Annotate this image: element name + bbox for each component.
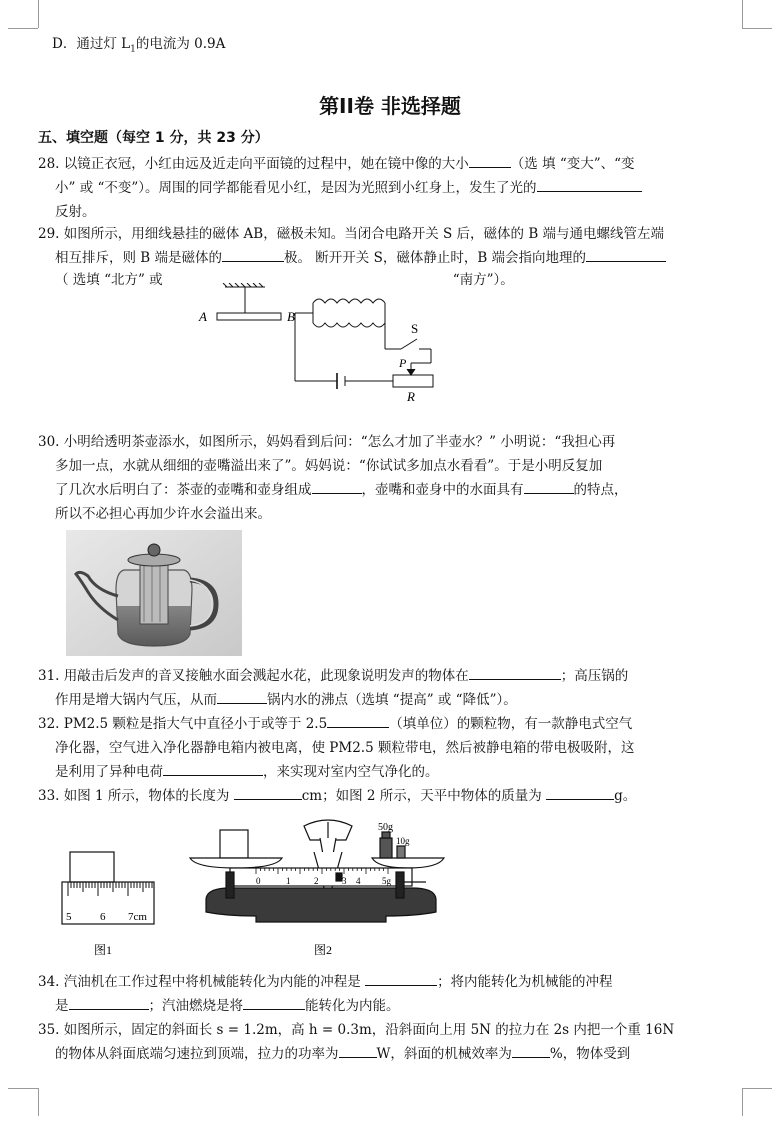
q30-text-c: 了几次水后明白了：茶壶的壶嘴和壶身组成 [55, 482, 312, 498]
q28-blank-2[interactable] [537, 176, 642, 192]
scale-tick-5g: 5g [382, 876, 391, 886]
part-title: 第II卷 非选择题 [319, 94, 461, 118]
q29-text-b: 相互排斥，则 B 端是磁体的 [55, 250, 223, 266]
q32-blank-1[interactable] [327, 712, 389, 728]
option-d-text-rest: 的电流为 0.9A [135, 36, 226, 52]
scale-tick-2: 2 [314, 876, 319, 886]
fig2-caption: 图2 [314, 943, 333, 957]
q33-text-c: g。 [614, 788, 637, 804]
q32-text-c: 净化器，空气进入净化器静电箱内被电离，使 PM2.5 颗粒带电，然后被静电箱的带电极吸附，这 [55, 740, 635, 756]
q30-teapot-photo [66, 530, 242, 656]
q34-text-b: ；将内能转化为机械能的冲程 [437, 974, 613, 990]
q29-text-d: （ 选填 “北方” 或 [55, 272, 163, 288]
fig1-caption: 图1 [94, 943, 113, 957]
ruler-tick-5: 5 [66, 911, 72, 923]
q28-line-3 [55, 200, 96, 224]
q32-line-1 [38, 712, 632, 736]
q34-line-2 [55, 994, 400, 1018]
q29-line-1 [38, 222, 664, 246]
q30-blank-1[interactable] [312, 478, 362, 494]
q29-circuit-figure [195, 283, 445, 403]
q35-blank-1[interactable] [339, 1042, 377, 1058]
q30-line-3 [55, 478, 628, 502]
q30-line-4 [55, 502, 271, 526]
scale-tick-0: 0 [256, 876, 261, 886]
q32-line-2 [55, 736, 634, 760]
fig-label-p: P [399, 356, 407, 370]
q29-blank-1[interactable] [222, 246, 284, 262]
q29-text-c: 极。 断开开关 S，磁体静止时，B 端会指向地理的 [284, 250, 587, 266]
crop-mark-bottom-left [38, 1088, 39, 1116]
q35-text: 35. 如图所示，固定的斜面长 s = 1.2m，高 h = 0.3m，沿斜面向上用 5N 的拉力在 2s 内把一个重 16N [38, 1022, 675, 1038]
q32-blank-2[interactable] [163, 760, 263, 776]
fig-label-r: R [407, 389, 415, 403]
q30-line-1 [38, 430, 615, 454]
crop-mark-bottom-left-h [8, 1088, 38, 1089]
q30-text-b: 多加一点，水就从细细的壶嘴溢出来了”。妈妈说：“你试试多加点水看看”。于是小明反复加 [55, 458, 603, 474]
q34-line-1 [38, 970, 613, 994]
q32-text-d: 是利用了异种电荷 [55, 764, 163, 780]
option-d-text: D．通过灯 L [52, 36, 131, 52]
section-title: 五、填空题（每空 1 分，共 23 分） [38, 130, 269, 146]
q34-text-c: 是 [55, 998, 69, 1014]
q31-text-d: 锅内水的沸点（选填 “提高” 或 “降低”）。 [267, 692, 517, 708]
q30-text-e: 的特点， [573, 482, 628, 498]
q33-blank-2[interactable] [546, 784, 614, 800]
ruler-tick-7: 7cm [128, 911, 147, 923]
crop-mark-top-right-h [742, 28, 772, 29]
q31-blank-2[interactable] [217, 688, 267, 704]
q30-text-f: 所以不必担心再加少许水会溢出来。 [55, 506, 271, 522]
crop-mark-top-left-h [8, 28, 38, 29]
q28-text-d: 反射。 [55, 204, 96, 220]
q35-line-2 [55, 1042, 630, 1066]
crop-mark-bottom-right [742, 1088, 743, 1116]
fig-label-a: A [199, 309, 207, 324]
q34-blank-2[interactable] [69, 994, 149, 1010]
q35-text-b: 的物体从斜面底端匀速拉到顶端，拉力的功率为 [55, 1046, 339, 1062]
q31-blank-1[interactable] [469, 664, 561, 680]
q28-blank-1[interactable] [469, 152, 511, 168]
q32-line-3 [55, 760, 439, 784]
q34-text-e: 能转化为内能。 [305, 998, 400, 1014]
q29-text-e: “南方”）。 [452, 272, 514, 288]
q33-blank-1[interactable] [234, 784, 302, 800]
q35-line-1 [38, 1018, 674, 1042]
q30-text-d: ，壶嘴和壶身中的水面具有 [361, 482, 524, 498]
q30-line-2 [55, 454, 602, 478]
q29-text: 29. 如图所示，用细线悬挂的磁体 AB，磁极未知。当闭合电路开关 S 后，磁体的 B 端与通电螺线管左端 [38, 226, 665, 242]
q28-text: 28. 以镜正衣冠，小红由远及近走向平面镜的过程中，她在镜中像的大小 [38, 156, 469, 172]
q33-text-b: cm；如图 2 所示，天平中物体的质量为 [301, 788, 542, 804]
q32-text: 32. PM2.5 颗粒是指大气中直径小于或等于 2.5 [38, 716, 328, 732]
q28-line-1 [38, 152, 635, 176]
scale-tick-1: 1 [286, 876, 291, 886]
q31-text-b: ；高压锅的 [560, 668, 629, 684]
crop-mark-top-left [38, 0, 39, 28]
q31-text-c: 作用是增大锅内气压，从而 [55, 692, 217, 708]
q35-text-d: %，物体受到 [549, 1046, 631, 1062]
weight-50g: 50g [378, 822, 393, 833]
q34-blank-3[interactable] [243, 994, 305, 1010]
q28-text-c: 小” 或 “不变”）。周围的同学都能看见小红，是因为光照到小红身上，发生了光的 [55, 180, 537, 196]
q34-text: 34. 汽油机在工作过程中将机械能转化为内能的冲程是 [38, 974, 361, 990]
q33-line-1 [38, 784, 636, 808]
previous-option-d [52, 32, 225, 62]
q31-text: 31. 用敲击后发声的音叉接触水面会溅起水花，此现象说明发声的物体在 [38, 668, 469, 684]
q30-text: 30. 小明给透明茶壶添水，如图所示，妈妈看到后问：“怎么才加了半壶水？” 小明说：“我担心再 [38, 434, 616, 450]
q34-text-d: ；汽油燃烧是将 [148, 998, 243, 1014]
q30-blank-2[interactable] [524, 478, 574, 494]
q28-line-2 [55, 176, 642, 200]
q32-text-e: ，来实现对室内空气净化的。 [263, 764, 439, 780]
q35-text-c: W，斜面的机械效率为 [376, 1046, 512, 1062]
crop-mark-top-right [742, 0, 743, 28]
q35-blank-2[interactable] [512, 1042, 550, 1058]
q32-text-b: （填单位）的颗粒物，有一款静电式空气 [389, 716, 633, 732]
ruler-tick-6: 6 [100, 911, 106, 923]
q29-line-2 [55, 246, 666, 270]
q33-ruler-figure [58, 848, 158, 958]
scale-tick-4: 4 [356, 876, 361, 886]
q31-line-2 [55, 688, 517, 712]
q28-text-b: （选 填 “变大”、“变 [510, 156, 635, 172]
q31-line-1 [38, 664, 628, 688]
q34-blank-1[interactable] [365, 970, 437, 986]
option-d-subscript: 1 [130, 44, 136, 55]
crop-mark-bottom-right-h [742, 1088, 772, 1089]
q29-blank-2[interactable] [586, 246, 666, 262]
q33-balance-figure [186, 812, 446, 962]
q33-text: 33. 如图 1 所示，物体的长度为 [38, 788, 230, 804]
weight-10g: 10g [396, 836, 410, 846]
scale-tick-3: 3 [342, 876, 347, 886]
fig-label-b: B [287, 309, 295, 324]
fig-label-s: S [411, 321, 419, 336]
